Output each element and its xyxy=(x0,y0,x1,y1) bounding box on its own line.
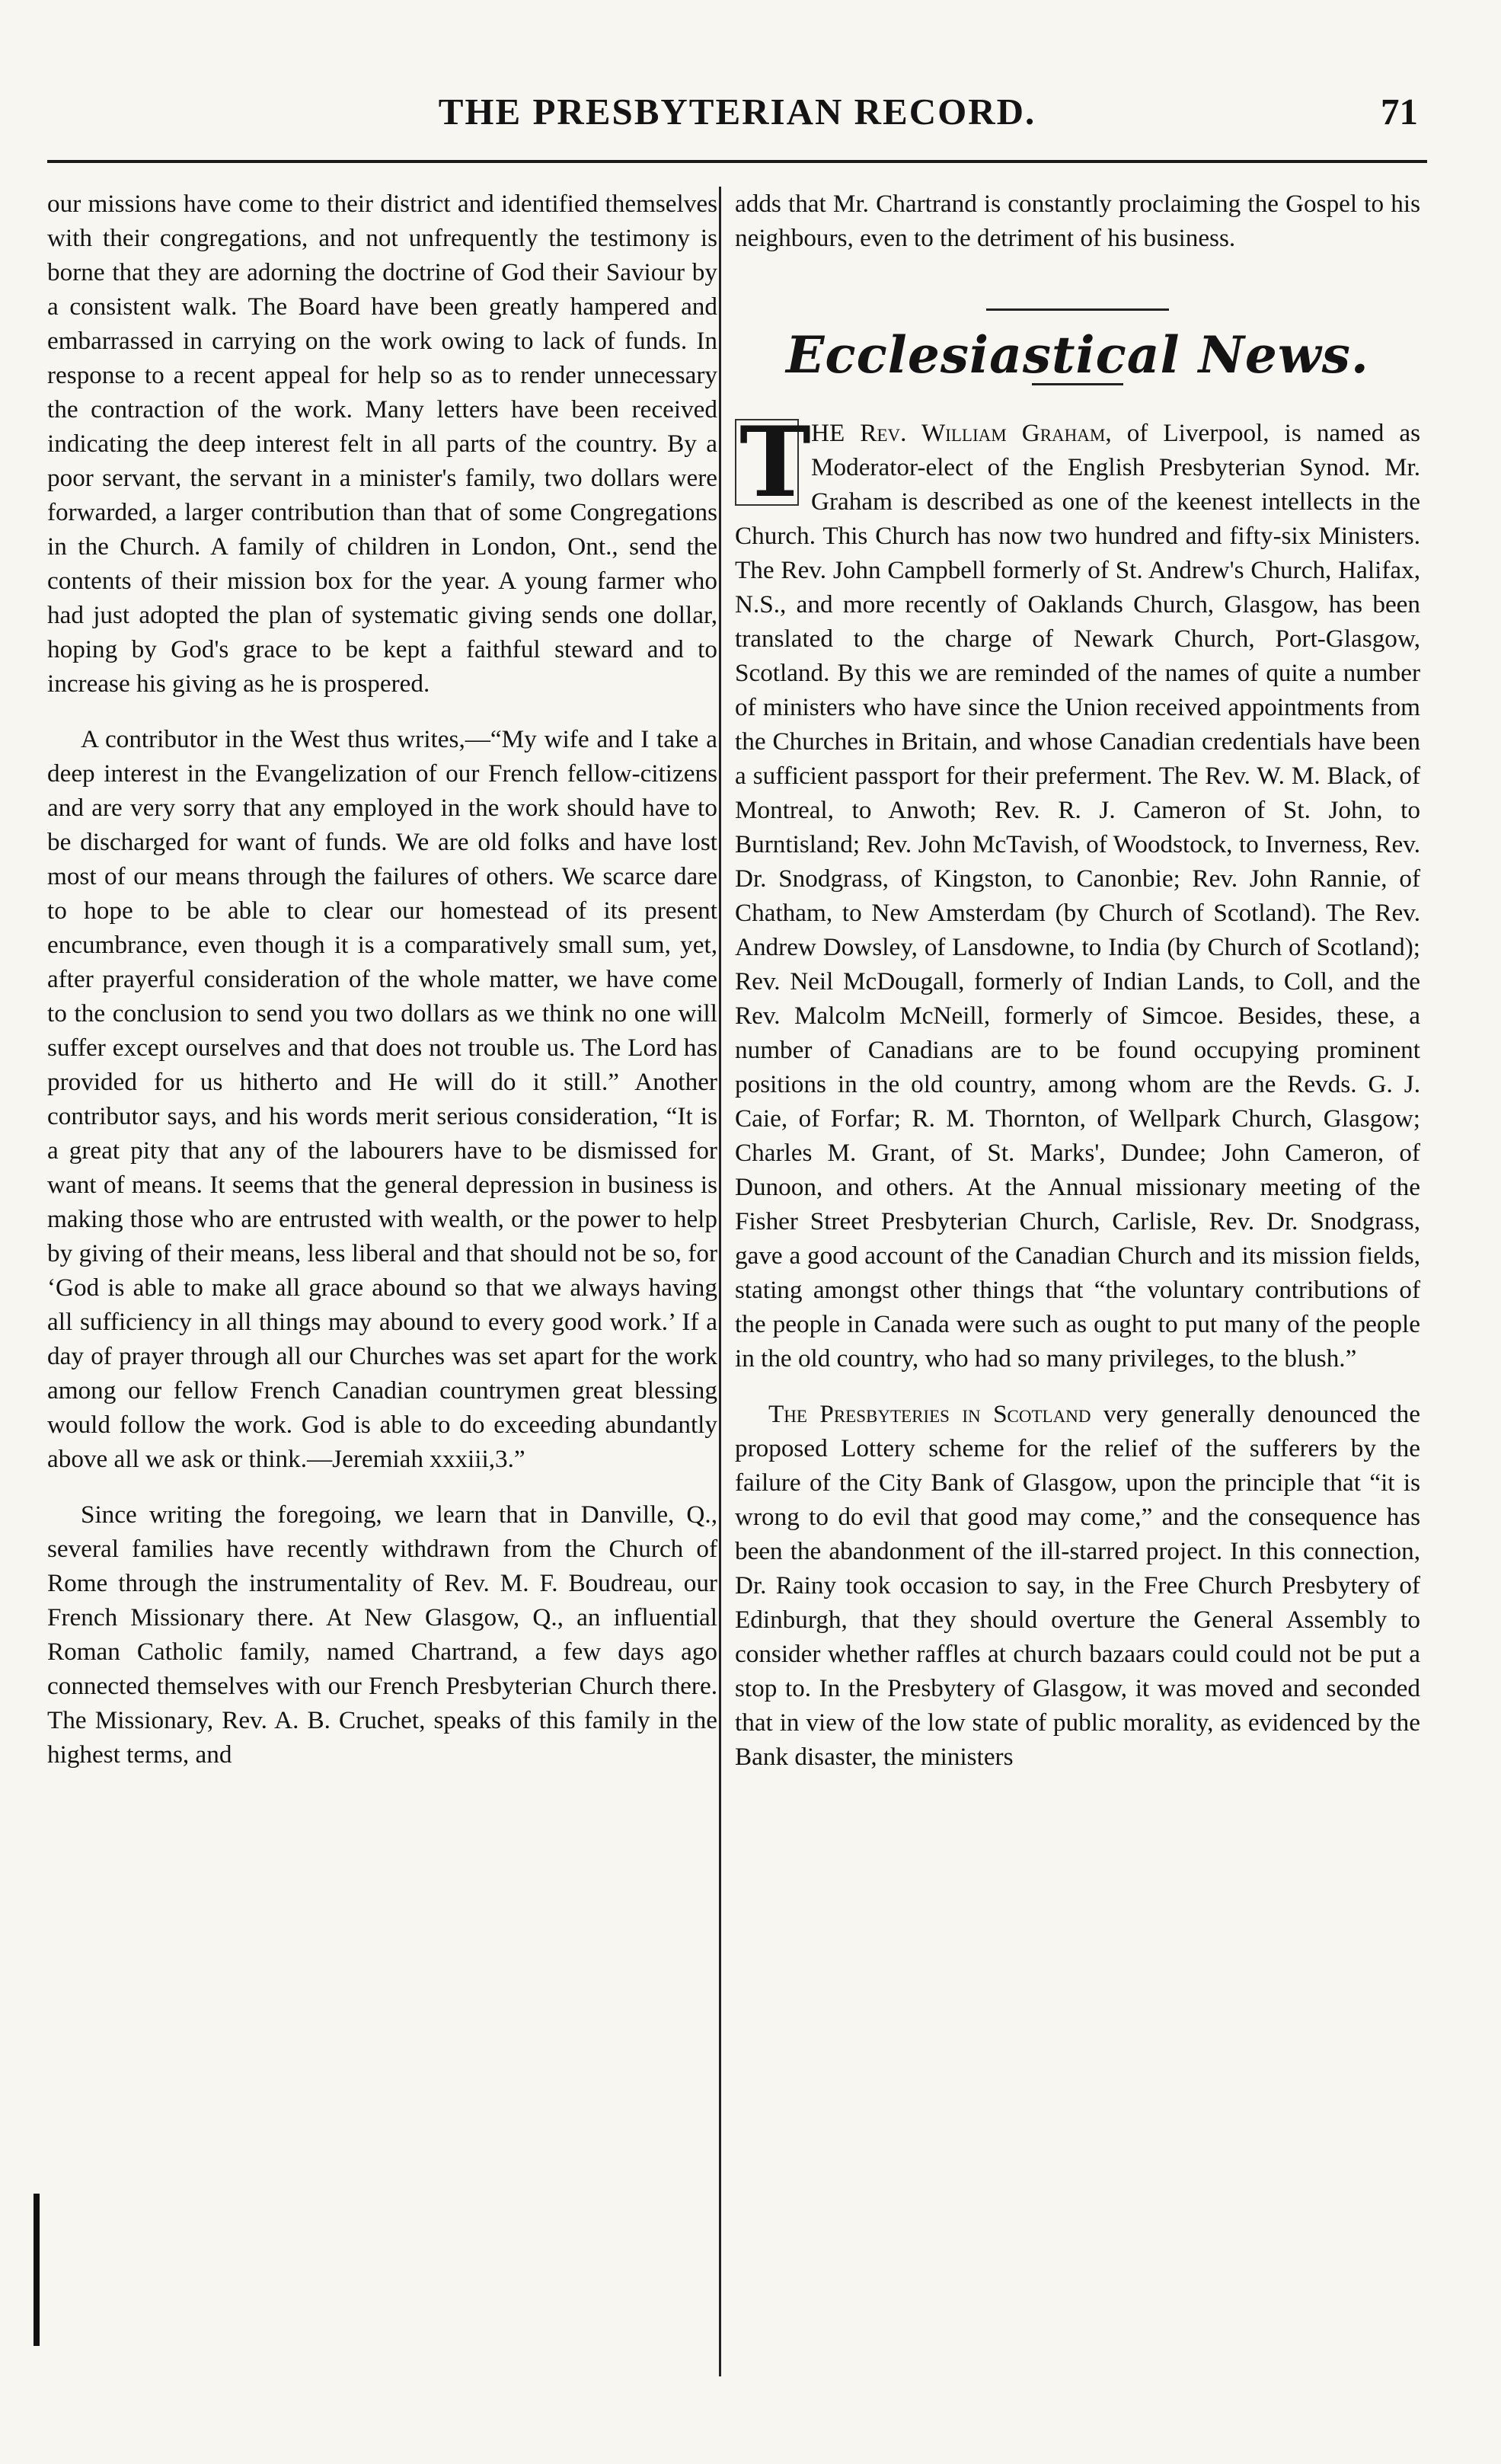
scan-edge-mark xyxy=(34,2194,40,2346)
news-paragraph-2-lead: The Presbyteries in Scotland xyxy=(768,1400,1091,1428)
header-rule xyxy=(47,160,1427,163)
section-heading: Ecclesiastical News. xyxy=(786,325,1369,385)
news-paragraph-1-lead: HE Rev. William Graham, xyxy=(811,419,1112,447)
news-paragraph-2-text: very generally denounced the proposed Lottery scheme for the relief of the sufferers by the failure of the City Bank of Glasgow, upon the principle that “it is wrong to do evil that good may come,” and the consequence has been the abandonment of the ill-starred project. In this connection, Dr. Rainy took occasion to say, in the Free Church Presbytery of Edinburgh, that they should overture the General Assembly to consider whether raffles at church bazaars could could not be put a stop to. In the Presbytery of Glasgow, it was moved and seconded that in view of the low state of public morality, as evidenced by the Bank disaster, the ministers xyxy=(735,1400,1420,1771)
page-header xyxy=(47,90,1427,143)
news-paragraph-2 xyxy=(735,1397,1420,1774)
running-title: THE PRESBYTERIAN RECORD. xyxy=(438,91,1036,133)
left-paragraph-1: our missions have come to their district and identified themselves with their congregations, and not unfrequently the testimony is borne that they are adorning the doctrine of God their Saviour by a consistent walk. The Board have been greatly hampered and embarrassed in carrying on the work owing to lack of funds. In response to a recent appeal for help so as to render unnecessary the contraction of the work. Many letters have been received indicating the deep interest felt in all parts of the country. By a poor servant, the servant in a minister's family, two dollars were forwarded, a larger contribution than that of some Congregations in the Church. A family of children in London, Ont., send the contents of their mission box for the year. A young farmer who had just adopted the plan of systematic giving sends one dollar, hoping by God's grace to be kept a faithful steward and to increase his giving as he is prospered. xyxy=(47,190,717,698)
left-column xyxy=(47,187,717,1772)
section-separator xyxy=(986,308,1169,311)
column-divider xyxy=(719,187,721,2376)
news-paragraph-1-text: of Liverpool, is named as Moderator-elect of the English Presbyterian Synod. Mr. Graham is described as one of the keenest intellects in the Church. This Church has now two hundred and fifty-six Ministers. The Rev. John Campbell formerly of St. Andrew's Church, Halifax, N.S., and more recently of Oaklands Church, Glasgow, has been translated to the charge of Newark Church, Port-Glasgow, Scotland. By this we are reminded of the names of quite a number of ministers who have since the Union received appointments from the Churches in Britain, and whose Canadian credentials have been a sufficient passport for their preferment. The Rev. W. M. Black, of Montreal, to Anwoth; Rev. R. J. Cameron of St. John, to Burntisland; Rev. John McTavish, of Woodstock, to Inverness, Rev. Dr. Snodgrass, of Kingston, to Canonbie; Rev. John Rannie, of Chatham, to New Amsterdam (by Church of Scotland). The Rev. Andrew Dowsley, of Lansdowne, to India (by Church of Scotland); Rev. Neil McDougall, formerly of Indian Lands, to Coll, and the Rev. Malcolm McNeill, formerly of Simcoe. Besides, these, a number of Canadians are to be found occupying prominent positions in the old country, among whom are the Revds. G. J. Caie, of Forfar; R. M. Thornton, of Wellpark Church, Glasgow; Charles M. Grant, of St. Marks', Dundee; John Cameron, of Dunoon, and others. At the Annual missionary meeting of the Fisher Street Presbyterian Church, Carlisle, Rev. Dr. Snodgrass, gave a good account of the Canadian Church and its mission fields, stating amongst other things that “the voluntary contributions of the people in Canada were such as ought to put many of the people in the old country, who had so many privileges, to the blush.” xyxy=(735,419,1421,1373)
right-paragraph-0: adds that Mr. Chartrand is constantly proclaiming the Gospel to his neighbours, even to the detriment of his business. xyxy=(735,190,1420,252)
dropcap-letter: T xyxy=(735,419,799,506)
left-paragraph-2: A contributor in the West thus writes,—“My wife and I take a deep interest in the Evangelization of our French fellow-citizens and are very sorry that any employed in the work should have to be discharged for want of funds. We are old folks and have lost most of our means through the failures of others. We scarce dare to hope to be able to clear our homestead of its present encumbrance, even though it is a comparatively small sum, yet, after prayerful consideration of the whole matter, we have come to the conclusion to send you two dollars as we think no one will suffer except ourselves and that does not trouble us. The Lord has provided for us hitherto and He will do it still.” Another contributor says, and his words merit serious consideration, “It is a great pity that any of the labourers have to be dismissed for want of means. It seems that the general depression in business is making those who are entrusted with wealth, or the power to help by giving of their means, less liberal and that should not be so, for ‘God is able to make all grace abound so that we always having all sufficiency in all things may abound to every good work.’ If a day of prayer through all our Churches was set apart for the work among our fellow French Canadian countrymen great blessing would follow the work. God is able to do exceeding abundantly above all we ask or think.—Jeremiah xxxiii,3.” xyxy=(47,725,717,1473)
right-column xyxy=(735,187,1420,1774)
left-paragraph-3: Since writing the foregoing, we learn that in Danville, Q., several families have recently withdrawn from the Church of Rome through the instrumentality of Rev. M. F. Boudreau, our French Missionary there. At New Glasgow, Q., an influential Roman Catholic family, named Chartrand, a few days ago connected themselves with our French Presbyterian Church there. The Missionary, Rev. A. B. Cruchet, speaks of this family in the highest terms, and xyxy=(47,1500,717,1769)
page-number: 71 xyxy=(1381,91,1418,133)
news-paragraph-1 xyxy=(735,406,1421,1376)
